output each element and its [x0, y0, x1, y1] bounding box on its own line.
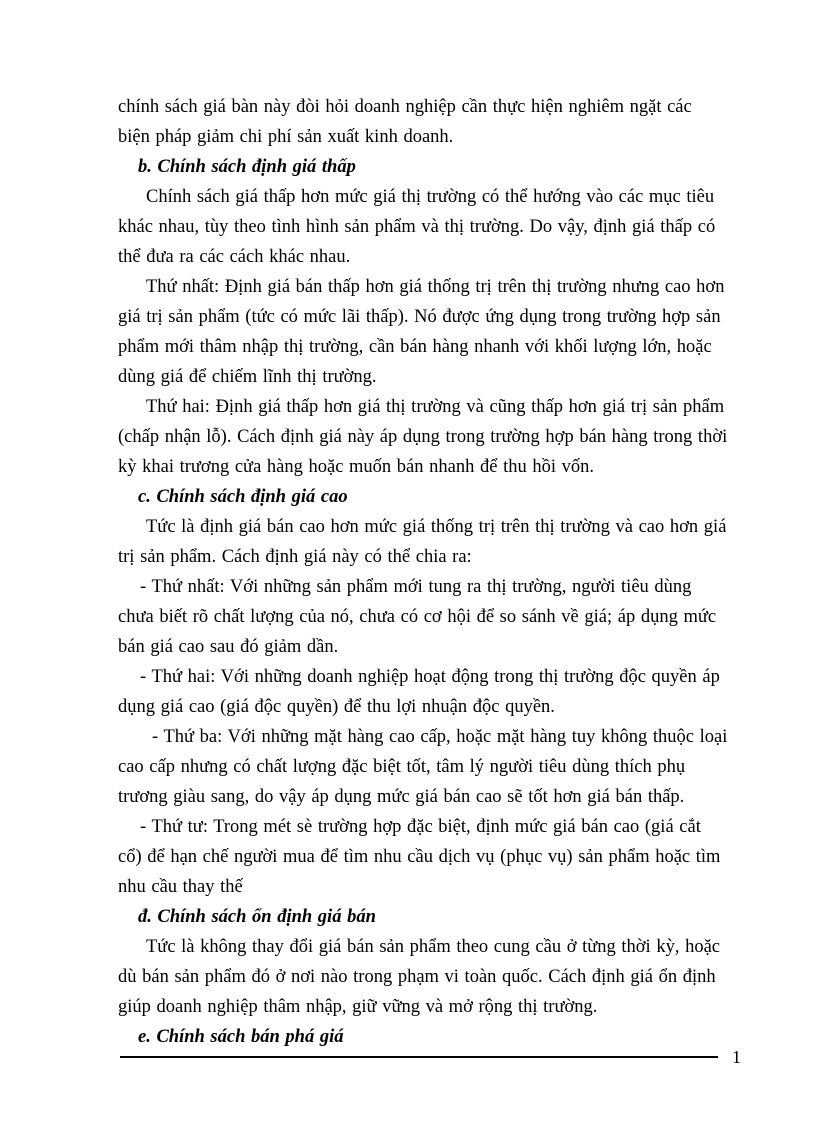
text-line: thể đưa ra các cách khác nhau. — [118, 247, 351, 267]
text-line: - Thứ hai: Với những doanh nghiệp hoạt động trong thị trường độc quyền áp — [140, 667, 720, 687]
section-heading-e: e. Chính sách bán phá giá — [138, 1027, 344, 1047]
text-line: biện pháp giảm chi phí sản xuất kinh doanh. — [118, 127, 454, 147]
text-line: trương giàu sang, do vậy áp dụng mức giá bán cao sẽ tốt hơn giá bán thấp. — [118, 787, 685, 807]
text-line: - Thứ ba: Với những mặt hàng cao cấp, hoặc mặt hàng tuy không thuộc loại — [152, 727, 728, 747]
text-line: Thứ hai: Định giá thấp hơn giá thị trường và cũng thấp hơn giá trị sản phẩm — [146, 397, 725, 417]
text-line: Thứ nhất: Định giá bán thấp hơn giá thống trị trên thị trường nhưng cao hơn — [146, 277, 725, 297]
text-line: - Thứ nhất: Với những sản phẩm mới tung ra thị trường, người tiêu dùng — [140, 577, 692, 597]
page-number: 1 — [732, 1047, 741, 1067]
text-line: bán giá cao sau đó giảm dần. — [118, 637, 339, 657]
text-line: nhu cầu thay thế — [118, 877, 243, 897]
text-line: chính sách giá bàn này đòi hỏi doanh nghiệp cần thực hiện nghiêm ngặt các — [118, 97, 692, 117]
text-line: phẩm mới thâm nhập thị trường, cần bán hàng nhanh với khối lượng lớn, hoặc — [118, 337, 712, 357]
text-line: trị sản phẩm. Cách định giá này có thể chia ra: — [118, 547, 472, 567]
text-line: Tức là định giá bán cao hơn mức giá thống trị trên thị trường và cao hơn giá — [146, 517, 727, 537]
text-line: dùng giá để chiếm lĩnh thị trường. — [118, 367, 377, 387]
section-heading-c: c. Chính sách định giá cao — [138, 487, 348, 507]
text-line: cổ) để hạn chế người mua để tìm nhu cầu dịch vụ (phục vụ) sản phẩm hoặc tìm — [118, 847, 721, 867]
section-heading-d: đ. Chính sách ổn định giá bán — [138, 907, 376, 927]
text-line: dù bán sản phẩm đó ở nơi nào trong phạm vi toàn quốc. Cách định giá ổn định — [118, 967, 716, 987]
text-line: giúp doanh nghiệp thâm nhập, giữ vững và mở rộng thị trường. — [118, 997, 598, 1017]
text-line: - Thứ tư: Trong mét sè trường hợp đặc biệt, định mức giá bán cao (giá cắt — [140, 817, 701, 837]
text-line: cao cấp nhưng có chất lượng đặc biệt tốt, tâm lý người tiêu dùng thích phụ — [118, 757, 686, 777]
text-line: dụng giá cao (giá độc quyền) để thu lợi nhuận độc quyền. — [118, 697, 555, 717]
text-line: khác nhau, tùy theo tình hình sản phẩm và thị trường. Do vậy, định giá thấp có — [118, 217, 716, 237]
text-line: Chính sách giá thấp hơn mức giá thị trường có thể hướng vào các mục tiêu — [146, 187, 715, 207]
section-heading-b: b. Chính sách định giá thấp — [138, 157, 356, 177]
text-line: chưa biết rõ chất lượng của nó, chưa có cơ hội để so sánh về giá; áp dụng mức — [118, 607, 717, 627]
text-line: Tức là không thay đổi giá bán sản phẩm theo cung cầu ở từng thời kỳ, hoặc — [146, 937, 720, 957]
document-body — [118, 92, 728, 1052]
footer-divider — [120, 1056, 718, 1058]
text-line: giá trị sản phẩm (tức có mức lãi thấp). Nó được ứng dụng trong trường hợp sản — [118, 307, 721, 327]
text-line: kỳ khai trương cửa hàng hoặc muốn bán nhanh để thu hồi vốn. — [118, 457, 594, 477]
text-line: (chấp nhận lỗ). Cách định giá này áp dụng trong trường hợp bán hàng trong thời — [118, 427, 728, 447]
